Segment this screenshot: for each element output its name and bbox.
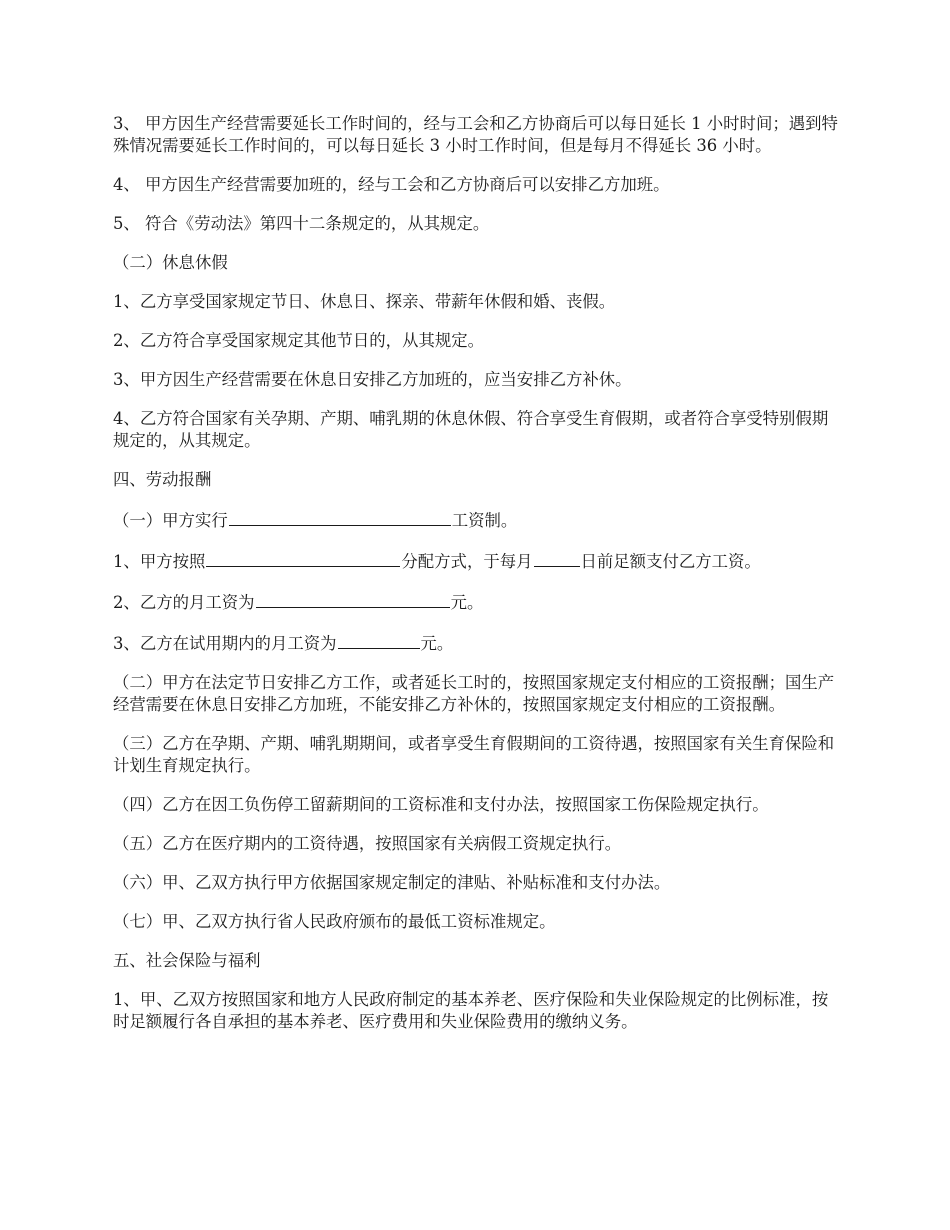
- paragraph-work-injury-pay: （四）乙方在因工负伤停工留薪期间的工资标准和支付办法，按照国家工伤保险规定执行。: [113, 795, 769, 814]
- paragraph-other-holidays: 2、乙方符合享受国家规定其他节日的，从其规定。: [113, 331, 485, 350]
- wage-system-blank[interactable]: [229, 508, 451, 526]
- payment-method-suffix: 日前足额支付乙方工资。: [580, 552, 761, 571]
- section-heading-remuneration: 四、劳动报酬: [113, 470, 212, 489]
- payment-method-blank[interactable]: [206, 549, 400, 567]
- payment-method-middle: 分配方式，于每月: [401, 552, 533, 571]
- paragraph-maternity-leave: 4、乙方符合国家有关孕期、产期、哺乳期的休息休假、符合享受生育假期，或者符合享受特别假期规定的，从其规定。: [113, 409, 829, 450]
- probation-wage-prefix: 3、乙方在试用期内的月工资为: [113, 634, 337, 653]
- payment-method-prefix: 1、甲方按照: [113, 552, 206, 571]
- probation-wage-suffix: 元。: [420, 634, 454, 653]
- section-heading-rest-leave: （二）休息休假: [113, 253, 228, 272]
- paragraph-probation-wage: [113, 631, 843, 655]
- paragraph-wage-system: [113, 508, 843, 532]
- monthly-wage-prefix: 2、乙方的月工资为: [113, 593, 255, 612]
- wage-system-suffix: 工资制。: [451, 511, 518, 530]
- paragraph-monthly-wage: [113, 590, 843, 614]
- section-heading-social-insurance: 五、社会保险与福利: [113, 951, 261, 970]
- paragraph-allowances: （六）甲、乙双方执行甲方依据国家规定制定的津贴、补贴标准和支付办法。: [113, 873, 671, 892]
- document-body: [113, 113, 843, 1050]
- paragraph-maternity-pay: （三）乙方在孕期、产期、哺乳期期间，或者享受生育假期间的工资待遇，按照国家有关生育保险和计划生育规定执行。: [113, 734, 835, 775]
- paragraph-minimum-wage: （七）甲、乙双方执行省人民政府颁布的最低工资标准规定。: [113, 912, 556, 931]
- wage-system-prefix: （一）甲方实行: [113, 511, 228, 530]
- monthly-wage-suffix: 元。: [450, 593, 484, 612]
- paragraph-holidays: 1、乙方享受国家规定节日、休息日、探亲、带薪年休假和婚、丧假。: [113, 292, 616, 311]
- paragraph-holiday-overtime-pay: （二）甲方在法定节日安排乙方工作，或者延长工时的，按照国家规定支付相应的工资报酬；国生产经营需要在休息日安排乙方加班，不能安排乙方补休的，按照国家规定支付相应的工资报酬。: [113, 673, 835, 714]
- paragraph-compensatory-leave: 3、甲方因生产经营需要在休息日安排乙方加班的，应当安排乙方补休。: [113, 370, 632, 389]
- paragraph-overtime-extension: 3、 甲方因生产经营需要延长工作时间的，经与工会和乙方协商后可以每日延长 1 小时时间；遇到特殊情况需要延长工作时间的，可以每日延长 3 小时工作时间，但是每月不得延长 36 小时。: [113, 114, 838, 155]
- paragraph-sick-leave-pay: （五）乙方在医疗期内的工资待遇，按照国家有关病假工资规定执行。: [113, 834, 622, 853]
- monthly-wage-blank[interactable]: [256, 590, 450, 608]
- paragraph-overtime-arrangement: 4、 甲方因生产经营需要加班的，经与工会和乙方协商后可以安排乙方加班。: [113, 175, 670, 194]
- paragraph-insurance-contributions: 1、甲、乙双方按照国家和地方人民政府制定的基本养老、医疗保险和失业保险规定的比例标准，按时足额履行各自承担的基本养老、医疗费用和失业保险费用的缴纳义务。: [113, 990, 829, 1031]
- payment-day-blank[interactable]: [534, 549, 580, 567]
- probation-wage-blank[interactable]: [338, 631, 420, 649]
- paragraph-labor-law-article: 5、 符合《劳动法》第四十二条规定的，从其规定。: [113, 214, 490, 233]
- paragraph-payment-method: [113, 549, 843, 573]
